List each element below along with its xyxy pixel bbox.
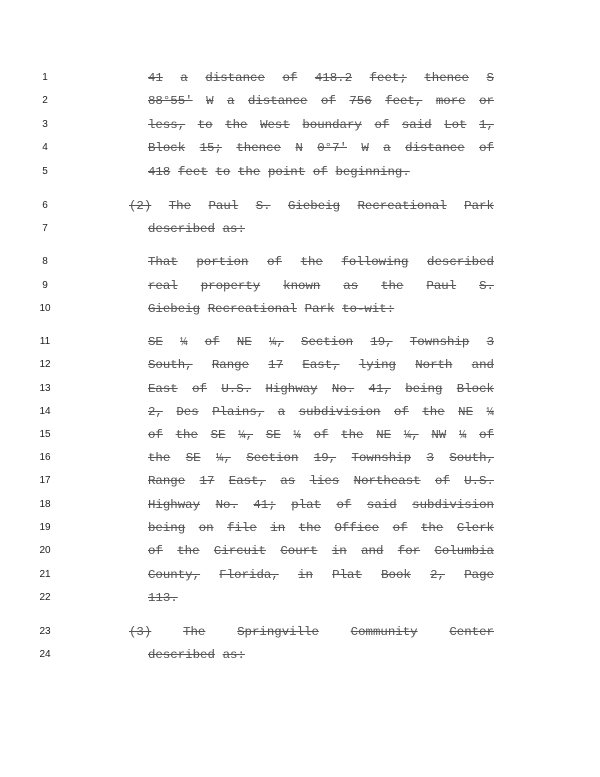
- struck-text-line: Block 15; thence N 0°7′ W a distance of: [148, 141, 494, 155]
- line-number: 12: [39, 359, 51, 370]
- line-number: 4: [42, 142, 48, 153]
- line-number: 24: [39, 649, 51, 660]
- struck-text-line: County, Florida, in Plat Book 2, Page: [148, 568, 494, 582]
- struck-text-line: the SE ¼, Section 19, Township 3 South,: [148, 451, 494, 465]
- struck-text-line: 113.: [148, 591, 178, 605]
- struck-text-line: 41 a distance of 418.2 feet; thence S: [148, 71, 494, 85]
- struck-text-line: of the SE ¼, SE ¼ of the NE ¼, NW ¼ of: [148, 428, 494, 442]
- line-number: 17: [39, 475, 51, 486]
- struck-text-line: 88°55′ W a distance of 756 feet, more or: [148, 94, 494, 108]
- struck-text-line: (3) The Springville Community Center: [129, 625, 494, 639]
- struck-text-line: described as:: [148, 648, 245, 662]
- line-number: 11: [39, 336, 51, 347]
- struck-text-line: (2) The Paul S. Giebeig Recreational Park: [129, 199, 494, 213]
- struck-text-line: real property known as the Paul S.: [148, 279, 494, 293]
- line-number: 14: [39, 406, 51, 417]
- line-number: 19: [39, 522, 51, 533]
- line-number: 10: [39, 303, 51, 314]
- struck-text-line: 418 feet to the point of beginning.: [148, 165, 410, 179]
- struck-text-line: Giebeig Recreational Park to-wit:: [148, 302, 395, 316]
- line-number: 18: [39, 499, 51, 510]
- line-number: 6: [42, 200, 48, 211]
- line-number: 7: [42, 223, 48, 234]
- line-number: 21: [39, 569, 51, 580]
- struck-text-line: That portion of the following described: [148, 255, 494, 269]
- struck-text-line: described as:: [148, 222, 245, 236]
- line-number: 22: [39, 592, 51, 603]
- struck-text-line: South, Range 17 East, lying North and: [148, 358, 494, 372]
- line-number: 5: [42, 166, 48, 177]
- line-number: 16: [39, 452, 51, 463]
- line-number: 8: [42, 256, 48, 267]
- struck-text-line: SE ¼ of NE ¼, Section 19, Township 3: [148, 335, 494, 349]
- line-number: 1: [42, 72, 48, 83]
- line-number: 9: [42, 280, 48, 291]
- line-number: 23: [39, 626, 51, 637]
- struck-text-line: of the Circuit Court in and for Columbia: [148, 544, 494, 558]
- struck-text-line: 2, Des Plains, a subdivision of the NE ¼: [148, 405, 494, 419]
- struck-text-line: Range 17 East, as lies Northeast of U.S.: [148, 474, 494, 488]
- struck-text-line: being on file in the Office of the Clerk: [148, 521, 494, 535]
- line-number: 13: [39, 383, 51, 394]
- line-number: 3: [42, 119, 48, 130]
- struck-text-line: East of U.S. Highway No. 41, being Block: [148, 382, 494, 396]
- struck-text-line: less, to the West boundary of said Lot 1,: [148, 118, 494, 132]
- line-number: 15: [39, 429, 51, 440]
- line-number: 20: [39, 545, 51, 556]
- line-number: 2: [42, 95, 48, 106]
- struck-text-line: Highway No. 41; plat of said subdivision: [148, 498, 494, 512]
